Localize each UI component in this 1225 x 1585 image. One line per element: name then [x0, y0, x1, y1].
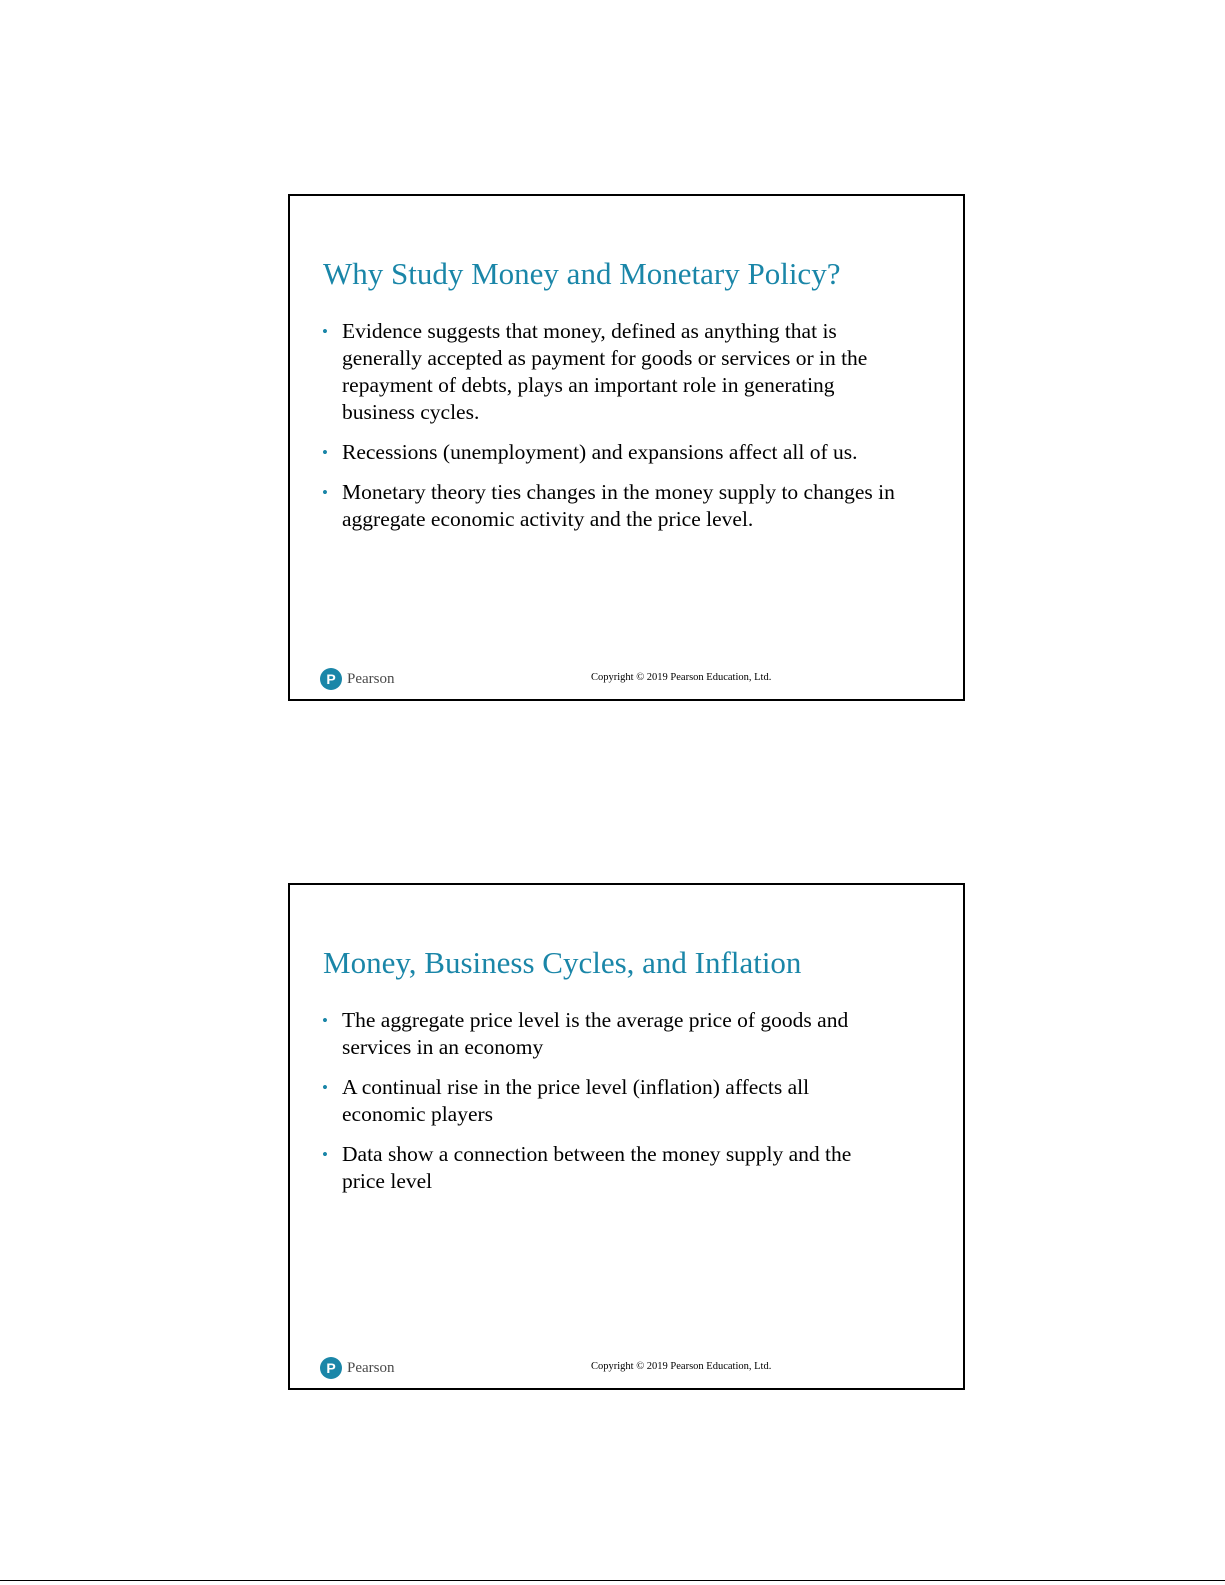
pearson-logo	[320, 667, 395, 691]
copyright-text: Copyright © 2019 Pearson Education, Ltd.	[591, 1361, 772, 1372]
bullet-text: Data show a connection between the money supply and the price level	[342, 1142, 852, 1193]
pearson-logo	[320, 1356, 395, 1380]
pearson-p-icon: P	[320, 1357, 342, 1379]
bullet-text: The aggregate price level is the average price of goods and services in an economy	[342, 1008, 849, 1059]
bullet-text: A continual rise in the price level (inflation) affects all economic players	[342, 1075, 810, 1126]
bullet-text: Evidence suggests that money, defined as anything that is generally accepted as payment for goods or services or in the repayment of debts, plays an important role in generating business cycles.	[342, 319, 868, 424]
bullet-list	[322, 1007, 897, 1208]
bullet-text: Monetary theory ties changes in the money supply to changes in aggregate economic activity and the price level.	[342, 480, 895, 531]
logo-text: Pearson	[347, 1359, 395, 1376]
page-edge-line	[0, 1580, 1225, 1581]
slide-title: Money, Business Cycles, and Inflation	[323, 945, 802, 980]
logo-text: Pearson	[347, 670, 395, 687]
bullet-list	[322, 318, 897, 546]
bullet-item	[322, 479, 897, 533]
bullet-item	[322, 1074, 897, 1128]
bullet-item	[322, 1007, 897, 1061]
slide-title: Why Study Money and Monetary Policy?	[323, 256, 841, 291]
pearson-p-icon: P	[320, 668, 342, 690]
bullet-icon: •	[322, 483, 328, 502]
bullet-icon: •	[322, 1011, 328, 1030]
slide-2	[288, 883, 965, 1390]
slide-footer	[320, 1356, 963, 1380]
bullet-icon: •	[322, 443, 328, 462]
bullet-icon: •	[322, 1078, 328, 1097]
copyright-text: Copyright © 2019 Pearson Education, Ltd.	[591, 672, 772, 683]
bullet-icon: •	[322, 322, 328, 341]
bullet-text: Recessions (unemployment) and expansions affect all of us.	[342, 440, 858, 464]
bullet-item	[322, 318, 897, 426]
bullet-icon: •	[322, 1145, 328, 1164]
slide-footer	[320, 667, 963, 691]
bullet-item	[322, 439, 897, 466]
slide-1	[288, 194, 965, 701]
bullet-item	[322, 1141, 897, 1195]
